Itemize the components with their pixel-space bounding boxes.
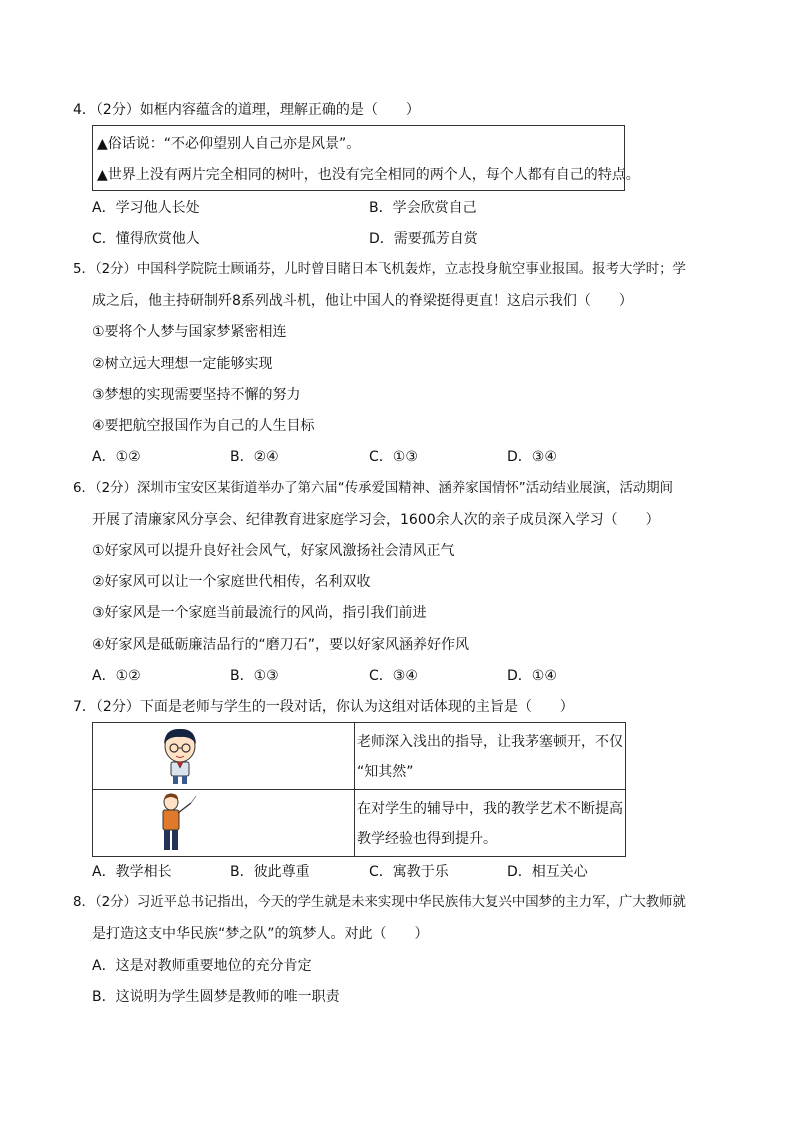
q8-stem-line-2: 是打造这支中华民族“梦之队”的筑梦人。对此（ ） bbox=[92, 926, 429, 942]
q7-stem: 7．（2分）下面是老师与学生的一段对话，你认为这组对话体现的主旨是（ ） bbox=[73, 699, 574, 715]
q4-box-line-1: ▲俗话说：“不必仰望别人自己亦是风景”。 bbox=[97, 136, 361, 152]
q4-option-d[interactable]: D．需要孤芳自赏 bbox=[369, 231, 478, 247]
teacher-speech-cell bbox=[355, 790, 626, 857]
student-speech-line-1: 老师深入浅出的指导，让我茅塞顿开，不仅 bbox=[357, 734, 623, 750]
q5-stem-line-1: 5．（2分）中国科学院院士顾诵芬，儿时曾目睹日本飞机轰炸，立志投身航空事业报国。报考大学时；学 bbox=[73, 262, 686, 277]
teacher-speech-line-1: 在对学生的辅导中，我的教学艺术不断提高 bbox=[357, 801, 623, 817]
q4-option-b[interactable]: B．学会欣赏自己 bbox=[369, 200, 477, 216]
q5-item-2: ②树立远大理想一定能够实现 bbox=[92, 356, 273, 372]
q6-option-a[interactable]: A．①② bbox=[92, 668, 141, 684]
q7-dialogue-table bbox=[92, 722, 626, 857]
teacher-image-cell bbox=[93, 790, 355, 857]
teacher-icon bbox=[153, 793, 199, 853]
q4-stem: 4．（2分）如框内容蕴含的道理，理解正确的是（ ） bbox=[73, 102, 420, 118]
q5-option-b[interactable]: B．②④ bbox=[230, 449, 279, 465]
q6-item-4: ④好家风是砥砺廉洁品行的“磨刀石”，要以好家风涵养好作风 bbox=[92, 637, 470, 653]
q4-option-a[interactable]: A．学习他人长处 bbox=[92, 200, 200, 216]
q7-option-b[interactable]: B．彼此尊重 bbox=[230, 864, 310, 880]
q6-option-b[interactable]: B．①③ bbox=[230, 668, 279, 684]
student-icon bbox=[157, 726, 203, 786]
q5-stem-line-2: 成之后，他主持研制歼8系列战斗机，他让中国人的脊梁挺得更直！这启示我们（ ） bbox=[92, 293, 633, 309]
q4-option-c[interactable]: C．懂得欣赏他人 bbox=[92, 231, 200, 247]
q5-option-d[interactable]: D．③④ bbox=[507, 449, 557, 465]
q7-dialogue-row-teacher bbox=[93, 790, 626, 857]
q5-item-4: ④要把航空报国作为自己的人生目标 bbox=[92, 418, 315, 434]
q7-dialogue-row-student bbox=[93, 723, 626, 790]
q6-item-2: ②好家风可以让一个家庭世代相传，名利双收 bbox=[92, 574, 371, 590]
q6-option-d[interactable]: D．①④ bbox=[507, 668, 557, 684]
student-speech-cell bbox=[355, 723, 626, 790]
q6-stem-line-1: 6．（2分）深圳市宝安区某街道举办了第六届“传承爱国精神、涵养家国情怀”活动结业展演，活动期间 bbox=[73, 481, 674, 496]
student-image-cell bbox=[93, 723, 355, 790]
q4-box-line-2: ▲世界上没有两片完全相同的树叶，也没有完全相同的两个人，每个人都有自己的特点。 bbox=[97, 167, 640, 183]
q5-option-c[interactable]: C．①③ bbox=[369, 449, 418, 465]
teacher-speech-line-2: 教学经验也得到提升。 bbox=[357, 831, 497, 847]
q8-option-a[interactable]: A．这是对教师重要地位的充分肯定 bbox=[92, 958, 312, 974]
q7-option-d[interactable]: D．相互关心 bbox=[507, 864, 588, 880]
q6-item-1: ①好家风可以提升良好社会风气，好家风激扬社会清风正气 bbox=[92, 543, 455, 559]
student-speech-line-2: “知其然” bbox=[357, 764, 414, 780]
q8-stem-line-1: 8．（2分）习近平总书记指出，今天的学生就是未来实现中华民族伟大复兴中国梦的主力军，广大教师就 bbox=[73, 895, 686, 910]
q6-option-c[interactable]: C．③④ bbox=[369, 668, 418, 684]
q6-stem-line-2: 开展了清廉家风分享会、纪律教育进家庭学习会，1600余人次的亲子成员深入学习（ ） bbox=[92, 512, 660, 528]
q6-item-3: ③好家风是一个家庭当前最流行的风尚，指引我们前进 bbox=[92, 605, 427, 621]
q4-quote-box bbox=[92, 125, 640, 191]
q5-item-1: ①要将个人梦与国家梦紧密相连 bbox=[92, 324, 287, 340]
q7-option-c[interactable]: C．寓教于乐 bbox=[369, 864, 449, 880]
q7-option-a[interactable]: A．教学相长 bbox=[92, 864, 172, 880]
q5-option-a[interactable]: A．①② bbox=[92, 449, 141, 465]
q5-item-3: ③梦想的实现需要坚持不懈的努力 bbox=[92, 387, 301, 403]
q8-option-b[interactable]: B．这说明为学生圆梦是教师的唯一职责 bbox=[92, 989, 340, 1005]
